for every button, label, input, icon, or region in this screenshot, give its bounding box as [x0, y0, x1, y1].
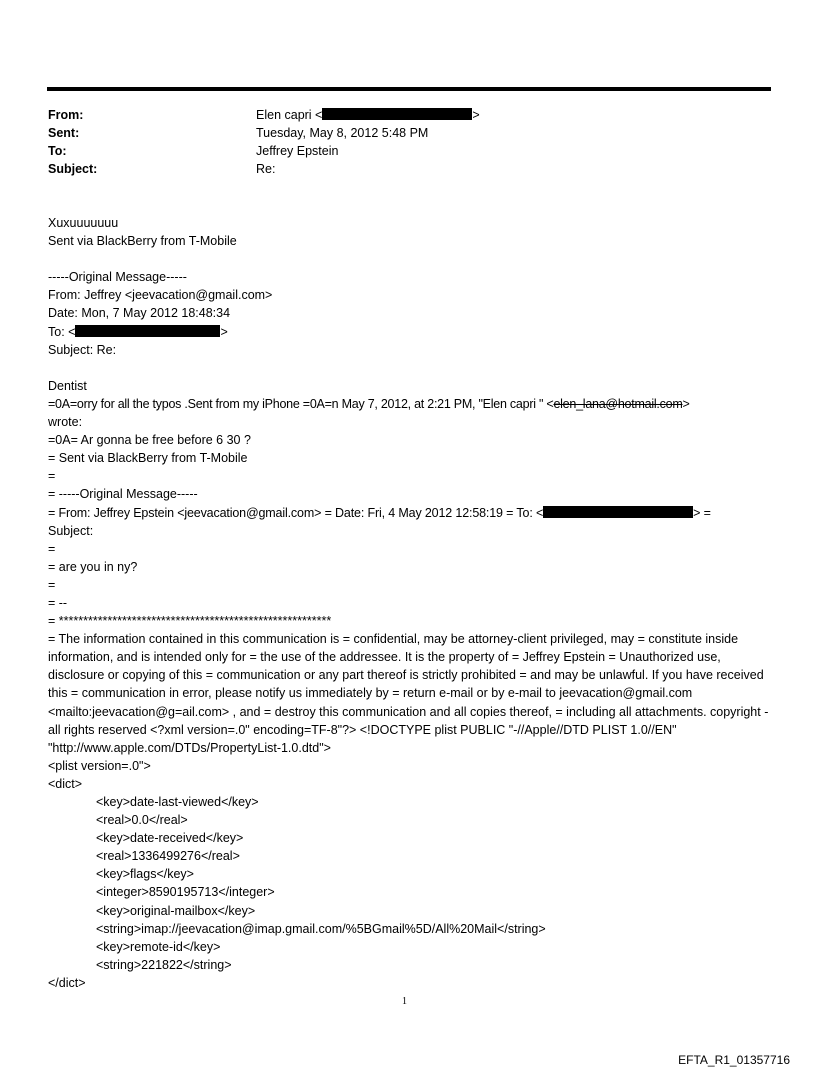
dict-line: <key>original-mailbox</key> [96, 903, 256, 918]
plist-open: <plist version=.0"> [48, 758, 151, 773]
to-label: To: [48, 144, 67, 158]
subject-value: Re: [256, 162, 276, 176]
body-line: = [48, 469, 56, 484]
redaction-block [322, 108, 472, 120]
redaction-block [75, 325, 220, 337]
body-line: = -- [48, 595, 68, 610]
dict-line: <string>221822</string> [96, 957, 232, 972]
dict-line: <key>flags</key> [96, 867, 194, 882]
dict-line: <real>1336499276</real> [96, 849, 240, 864]
sent-value: Tuesday, May 8, 2012 5:48 PM [256, 126, 429, 140]
from-label: From: [48, 108, 84, 122]
dict-line: <real>0.0</real> [96, 813, 188, 828]
body-line: -----Original Message----- [48, 270, 187, 285]
bates-number: EFTA_R1_01357716 [678, 1053, 790, 1067]
from-value [256, 108, 480, 122]
body-line: Sent via BlackBerry from T-Mobile [48, 234, 237, 249]
from-bracket: > [472, 108, 480, 122]
body-line: Date: Mon, 7 May 2012 18:48:34 [48, 306, 231, 321]
body-line: = [48, 541, 56, 556]
forward-header: = From: Jeffrey Epstein <jeevacation@gmail.com> = Date: Fri, 4 May 2012 12:58:19 = To: < [48, 505, 544, 520]
body-line: = Sent via BlackBerry from T-Mobile [48, 451, 248, 466]
struck-email: elen_lana@hotmail.com [553, 396, 683, 411]
body-line: = -----Original Message----- [48, 487, 198, 502]
body-line [48, 395, 773, 413]
to-suffix: > [220, 324, 228, 339]
sent-label: Sent: [48, 126, 80, 140]
disclaimer-paragraph: = The information contained in this communication is = confidential, may be attorney-client privileged, may = constitute inside information, and is intended only for = the use of the addressee. It is the property of = Jeffrey Epstein = Unauthorized use, disclosure or copying of this = communication or any part thereof is strictly prohibited = and may be unlawful. If you have received this = communication in error, please notify us immediately by = return e-mail or by e-mail to jeevacation@gmail.com <mailto:jeevacation@g=ail.com> , and = destroy this communication and all copies thereof, = including all attachments. copyright -all rights reserved <?xml version=.0" encoding=TF-8"?> <!DOCTYPE plist PUBLIC "-//Apple//DTD PLIST 1.0//EN" "http://www.apple.com/DTDs/PropertyList-1.0.dtd"> [48, 632, 769, 755]
bracket: > [682, 396, 690, 411]
body-line: Subject: Re: [48, 342, 117, 357]
body-line: From: Jeffrey <jeevacation@gmail.com> [48, 288, 273, 303]
quoted-text: =0A=orry for all the typos .Sent from my iPhone =0A=n May 7, 2012, at 2:21 PM, "Elen capri " < [48, 396, 554, 411]
body-line [48, 323, 773, 341]
body-line: wrote: [48, 415, 83, 430]
subject-label: Subject: [48, 162, 98, 176]
body-line: = are you in ny? [48, 559, 138, 574]
dict-line: <key>date-received</key> [96, 831, 244, 846]
body-line: = [48, 577, 56, 592]
dict-line: <integer>8590195713</integer> [96, 885, 275, 900]
dict-line: <key>date-last-viewed</key> [96, 795, 259, 809]
page-number: 1 [402, 996, 407, 1007]
dict-line: <key>remote-id</key> [96, 939, 221, 954]
to-prefix: To: < [48, 324, 76, 339]
dict-line: <string>imap://jeevacation@imap.gmail.com/%5BGmail%5D/All%20Mail</string> [96, 921, 546, 936]
bracket: > = [693, 505, 711, 520]
header-rule [47, 87, 771, 91]
body-line: Dentist [48, 378, 87, 393]
body-line: = ******************************************************** [48, 614, 332, 629]
body-line: Subject: [48, 523, 94, 538]
body-line [48, 504, 773, 522]
to-value: Jeffrey Epstein [256, 144, 339, 158]
body-line: Xuxuuuuuuu [48, 216, 119, 230]
email-body [48, 214, 773, 992]
dict-close: </dict> [48, 975, 86, 990]
body-line: =0A= Ar gonna be free before 6 30 ? [48, 433, 251, 448]
from-name: Elen capri < [256, 108, 323, 122]
dict-open: <dict> [48, 776, 83, 791]
redaction-block [543, 506, 693, 518]
